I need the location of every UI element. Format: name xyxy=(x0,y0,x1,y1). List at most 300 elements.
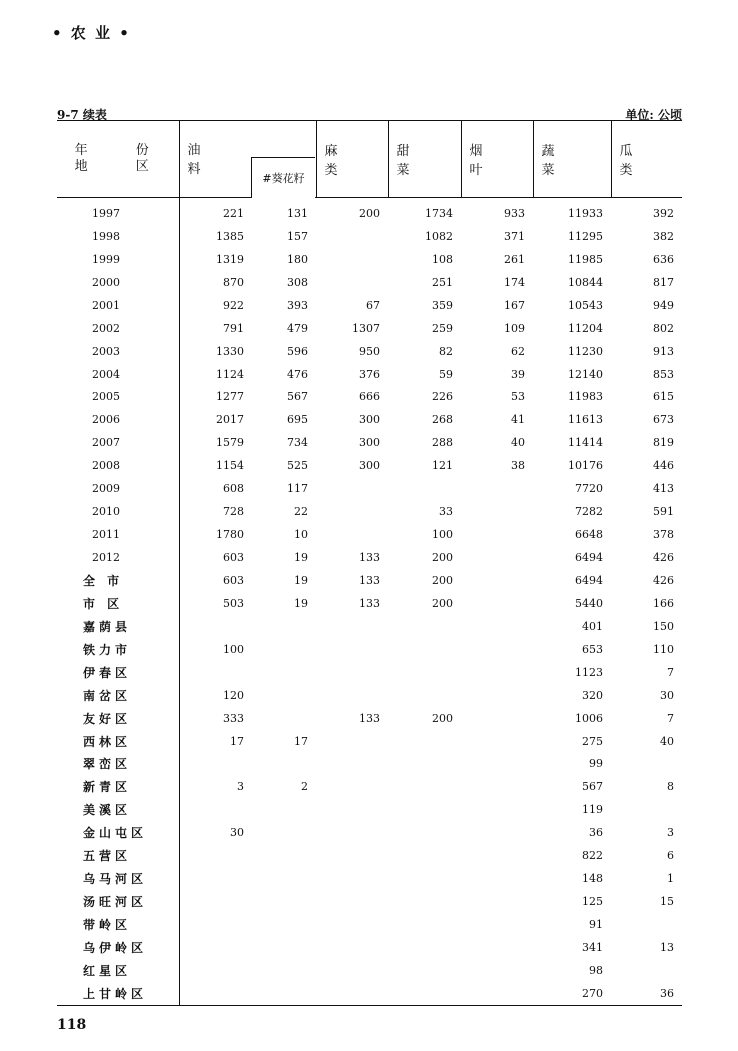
year-label: 2010 xyxy=(92,505,120,519)
table-cell xyxy=(388,936,461,959)
district-label: 美溪区 xyxy=(83,803,132,818)
table-cell xyxy=(461,867,533,890)
table-cell: 728 xyxy=(223,505,244,519)
table-row xyxy=(57,569,682,592)
district-label: 红星区 xyxy=(83,963,132,978)
year-label: 2006 xyxy=(92,413,120,427)
year-label: 2001 xyxy=(92,298,120,312)
table-cell: 226 xyxy=(432,390,453,404)
table-cell: 382 xyxy=(653,229,674,243)
table-row xyxy=(57,454,682,477)
table-row xyxy=(57,753,682,776)
year-label: 2008 xyxy=(92,459,120,473)
table-cell xyxy=(388,477,461,500)
table-cell: 62 xyxy=(511,344,525,358)
table-cell: 3 xyxy=(667,826,674,840)
table-cell xyxy=(252,684,316,707)
table-cell xyxy=(388,821,461,844)
table-cell xyxy=(179,753,252,776)
table-cell: 11933 xyxy=(568,206,603,220)
row-label xyxy=(57,913,179,936)
table-cell: 110 xyxy=(653,642,674,656)
table-cell xyxy=(461,844,533,867)
table-cell: 734 xyxy=(287,436,308,450)
row-label xyxy=(57,592,179,615)
row-label xyxy=(57,386,179,409)
table-cell: 100 xyxy=(223,642,244,656)
table-cell: 33 xyxy=(439,505,453,519)
row-label xyxy=(57,798,179,821)
table-row xyxy=(57,408,682,431)
table-cell: 1579 xyxy=(216,436,244,450)
table-cell: 393 xyxy=(287,298,308,312)
district-label: 汤旺河区 xyxy=(83,895,148,910)
table-cell xyxy=(611,798,682,821)
col-header-tobacco: 烟 叶 xyxy=(461,121,533,198)
table-cell xyxy=(461,890,533,913)
table-cell: 7720 xyxy=(575,482,603,496)
table-cell: 426 xyxy=(653,573,674,587)
year-label: 2007 xyxy=(92,436,120,450)
table-cell xyxy=(179,798,252,821)
row-label xyxy=(57,775,179,798)
table-cell: 17 xyxy=(230,734,244,748)
table-cell: 320 xyxy=(582,688,603,702)
row-label xyxy=(57,661,179,684)
table-cell: 1734 xyxy=(425,206,453,220)
table-cell xyxy=(388,615,461,638)
table-cell xyxy=(316,959,388,982)
table-cell xyxy=(252,707,316,730)
table-cell: 933 xyxy=(504,206,525,220)
district-label: 金山屯区 xyxy=(83,826,148,841)
table-cell xyxy=(252,821,316,844)
table-cell xyxy=(179,844,252,867)
table-cell xyxy=(252,867,316,890)
table-cell: 6 xyxy=(667,849,674,863)
table-cell: 476 xyxy=(287,367,308,381)
table-cell: 949 xyxy=(653,298,674,312)
stub-header-line1: 年 份 xyxy=(74,143,171,158)
table-cell xyxy=(316,753,388,776)
table-cell xyxy=(461,775,533,798)
col-header-sugarbeet: 甜 菜 xyxy=(388,121,461,198)
table-cell: 596 xyxy=(287,344,308,358)
row-label xyxy=(57,340,179,363)
table-cell: 11204 xyxy=(568,321,603,335)
table-cell: 413 xyxy=(653,482,674,496)
table-cell: 525 xyxy=(287,459,308,473)
year-label: 1999 xyxy=(92,252,120,266)
table-row xyxy=(57,936,682,959)
table-body xyxy=(57,198,682,1006)
table-cell: 2017 xyxy=(216,413,244,427)
district-label: 友好区 xyxy=(83,711,132,726)
table-cell: 503 xyxy=(223,596,244,610)
table-row xyxy=(57,615,682,638)
table-cell: 603 xyxy=(223,551,244,565)
table-cell xyxy=(388,890,461,913)
table-cell: 15 xyxy=(660,895,674,909)
district-label: 乌马河区 xyxy=(83,872,148,887)
row-label xyxy=(57,500,179,523)
table-cell: 822 xyxy=(582,849,603,863)
table-cell: 120 xyxy=(223,688,244,702)
table-row xyxy=(57,592,682,615)
row-label xyxy=(57,821,179,844)
row-label xyxy=(57,294,179,317)
table-cell: 567 xyxy=(287,390,308,404)
district-label: 铁力市 xyxy=(83,642,132,657)
table-cell xyxy=(179,982,252,1005)
table-cell xyxy=(316,248,388,271)
table-cell: 19 xyxy=(294,596,308,610)
table-cell: 11983 xyxy=(568,390,603,404)
district-label: 南岔区 xyxy=(83,688,132,703)
table-cell xyxy=(316,867,388,890)
table-cell: 950 xyxy=(359,344,380,358)
table-row xyxy=(57,638,682,661)
table-cell: 99 xyxy=(589,757,603,771)
table-cell xyxy=(316,890,388,913)
row-label xyxy=(57,707,179,730)
table-cell: 59 xyxy=(439,367,453,381)
table-cell xyxy=(461,982,533,1005)
row-label xyxy=(57,198,179,225)
table-cell: 817 xyxy=(653,275,674,289)
table-row xyxy=(57,500,682,523)
table-cell xyxy=(461,798,533,821)
row-label xyxy=(57,684,179,707)
table-cell: 378 xyxy=(653,528,674,542)
table-cell xyxy=(388,638,461,661)
table-cell xyxy=(252,982,316,1005)
district-label: 新青区 xyxy=(83,780,132,795)
table-cell xyxy=(179,959,252,982)
table-cell: 870 xyxy=(223,275,244,289)
table-cell xyxy=(252,913,316,936)
table-row xyxy=(57,477,682,500)
row-label xyxy=(57,248,179,271)
table-cell: 12140 xyxy=(568,367,603,381)
table-cell: 268 xyxy=(432,413,453,427)
table-cell: 7282 xyxy=(575,505,603,519)
table-cell xyxy=(461,936,533,959)
row-label xyxy=(57,271,179,294)
table-cell: 13 xyxy=(660,940,674,954)
table-cell xyxy=(316,936,388,959)
table-cell xyxy=(388,684,461,707)
table-cell: 300 xyxy=(359,459,380,473)
row-label xyxy=(57,615,179,638)
unit-label: 单位: 公顷 xyxy=(625,108,682,122)
row-label xyxy=(57,225,179,248)
table-cell: 133 xyxy=(359,551,380,565)
table-cell: 446 xyxy=(653,459,674,473)
table-cell: 2 xyxy=(301,780,308,794)
table-row xyxy=(57,523,682,546)
row-label xyxy=(57,569,179,592)
table-cell: 67 xyxy=(366,298,380,312)
table-row xyxy=(57,982,682,1005)
table-cell: 11230 xyxy=(568,344,603,358)
table-cell: 922 xyxy=(223,298,244,312)
table-cell xyxy=(461,684,533,707)
table-cell: 17 xyxy=(294,734,308,748)
district-label: 市 区 xyxy=(83,596,124,611)
table-cell: 200 xyxy=(359,206,380,220)
table-cell: 913 xyxy=(653,344,674,358)
table-cell xyxy=(461,569,533,592)
table-cell xyxy=(461,707,533,730)
table-cell xyxy=(461,615,533,638)
table-cell xyxy=(179,867,252,890)
table-row xyxy=(57,959,682,982)
table-cell xyxy=(316,615,388,638)
table-cell xyxy=(461,730,533,753)
row-label xyxy=(57,454,179,477)
table-cell xyxy=(316,982,388,1005)
table-cell: 819 xyxy=(653,436,674,450)
table-cell: 22 xyxy=(294,505,308,519)
row-label xyxy=(57,867,179,890)
table-cell: 288 xyxy=(432,436,453,450)
table-cell xyxy=(252,753,316,776)
table-row xyxy=(57,821,682,844)
table-cell xyxy=(316,638,388,661)
table-cell: 36 xyxy=(589,826,603,840)
table-cell: 802 xyxy=(653,321,674,335)
table-cell: 1123 xyxy=(575,665,603,679)
table-cell: 133 xyxy=(359,711,380,725)
district-label: 上甘岭区 xyxy=(83,986,148,1001)
table-cell: 11414 xyxy=(568,436,603,450)
table-cell xyxy=(316,271,388,294)
table-cell: 653 xyxy=(582,642,603,656)
table-cell xyxy=(179,913,252,936)
table-cell: 174 xyxy=(504,275,525,289)
table-cell: 608 xyxy=(223,482,244,496)
table-cell: 603 xyxy=(223,573,244,587)
table-cell xyxy=(611,959,682,982)
table-cell xyxy=(611,753,682,776)
district-label: 伊春区 xyxy=(83,665,132,680)
table-cell: 1082 xyxy=(425,229,453,243)
district-label: 带岭区 xyxy=(83,918,132,933)
table-cell: 19 xyxy=(294,573,308,587)
table-cell xyxy=(252,844,316,867)
table-cell xyxy=(316,730,388,753)
table-cell: 567 xyxy=(582,780,603,794)
table-cell xyxy=(611,913,682,936)
table-cell: 695 xyxy=(287,413,308,427)
year-label: 1998 xyxy=(92,229,120,243)
table-cell: 221 xyxy=(223,206,244,220)
table-cell: 10176 xyxy=(568,459,603,473)
table-cell xyxy=(316,913,388,936)
row-label xyxy=(57,982,179,1005)
table-cell: 1124 xyxy=(216,367,244,381)
table-cell xyxy=(252,798,316,821)
table-cell: 40 xyxy=(511,436,525,450)
row-label xyxy=(57,431,179,454)
table-cell: 157 xyxy=(287,229,308,243)
year-label: 2000 xyxy=(92,275,120,289)
table-cell: 8 xyxy=(667,780,674,794)
table-cell xyxy=(388,730,461,753)
year-label: 2012 xyxy=(92,551,120,565)
table-cell xyxy=(316,798,388,821)
table-cell: 666 xyxy=(359,390,380,404)
row-label xyxy=(57,546,179,569)
table-cell xyxy=(388,798,461,821)
table-cell: 308 xyxy=(287,275,308,289)
table-cell: 1277 xyxy=(216,390,244,404)
table-cell: 7 xyxy=(667,665,674,679)
table-cell xyxy=(252,661,316,684)
table-cell: 166 xyxy=(653,596,674,610)
district-label: 乌伊岭区 xyxy=(83,940,148,955)
col-header-hemp: 麻 类 xyxy=(316,121,388,198)
table-cell: 30 xyxy=(660,688,674,702)
table-cell: 117 xyxy=(287,482,308,496)
table-cell: 119 xyxy=(582,803,603,817)
table-cell: 479 xyxy=(287,321,308,335)
stub-header xyxy=(57,121,179,198)
table-cell xyxy=(316,477,388,500)
table-cell xyxy=(461,753,533,776)
table-cell: 636 xyxy=(653,252,674,266)
table-cell xyxy=(252,615,316,638)
table-cell xyxy=(388,775,461,798)
table-cell: 36 xyxy=(611,982,682,1005)
table-cell xyxy=(179,936,252,959)
table-cell: 371 xyxy=(504,229,525,243)
col-header-sunflower xyxy=(252,121,316,198)
page-number: 118 xyxy=(57,1017,87,1033)
table-cell xyxy=(316,775,388,798)
table-cell xyxy=(252,890,316,913)
table-cell: 125 xyxy=(582,895,603,909)
table-cell xyxy=(316,500,388,523)
table-cell: 673 xyxy=(653,413,674,427)
row-label xyxy=(57,844,179,867)
table-cell: 275 xyxy=(582,734,603,748)
sunflower-subheader: #葵花籽 xyxy=(251,157,315,198)
table-row xyxy=(57,294,682,317)
year-label: 2009 xyxy=(92,482,120,496)
table-cell: 38 xyxy=(511,459,525,473)
table-cell xyxy=(252,936,316,959)
table-cell: 1154 xyxy=(216,459,244,473)
table-cell: 10543 xyxy=(568,298,603,312)
table-row xyxy=(57,730,682,753)
table-cell: 1307 xyxy=(352,321,380,335)
table-cell xyxy=(388,867,461,890)
table-cell: 200 xyxy=(432,573,453,587)
district-label: 嘉荫县 xyxy=(83,619,132,634)
table-row xyxy=(57,661,682,684)
table-cell: 1006 xyxy=(575,711,603,725)
district-label: 翠峦区 xyxy=(83,757,132,772)
year-label: 2002 xyxy=(92,321,120,335)
table-cell: 6494 xyxy=(575,573,603,587)
table-cell: 91 xyxy=(589,918,603,932)
row-label xyxy=(57,477,179,500)
table-cell xyxy=(461,638,533,661)
table-cell: 133 xyxy=(359,596,380,610)
table-cell: 341 xyxy=(582,940,603,954)
table-cell: 200 xyxy=(432,596,453,610)
table-cell: 1330 xyxy=(216,344,244,358)
data-table xyxy=(57,120,682,1006)
table-row xyxy=(57,317,682,340)
table-cell: 259 xyxy=(432,321,453,335)
table-cell: 41 xyxy=(511,413,525,427)
table-cell: 148 xyxy=(582,872,603,886)
table-cell: 82 xyxy=(439,344,453,358)
table-cell: 108 xyxy=(432,252,453,266)
table-cell: 1780 xyxy=(216,528,244,542)
table-cell: 53 xyxy=(511,390,525,404)
table-row xyxy=(57,867,682,890)
table-cell: 200 xyxy=(432,711,453,725)
table-cell: 270 xyxy=(533,982,611,1005)
table-cell xyxy=(388,661,461,684)
table-cell: 6648 xyxy=(575,528,603,542)
table-cell: 426 xyxy=(653,551,674,565)
row-label xyxy=(57,408,179,431)
table-cell: 11985 xyxy=(568,252,603,266)
table-cell xyxy=(388,844,461,867)
table-cell: 109 xyxy=(504,321,525,335)
table-cell xyxy=(461,592,533,615)
table-cell xyxy=(388,913,461,936)
table-cell: 261 xyxy=(504,252,525,266)
table-cell: 6494 xyxy=(575,551,603,565)
table-row xyxy=(57,386,682,409)
table-cell xyxy=(316,523,388,546)
table-cell xyxy=(461,821,533,844)
table-cell: 5440 xyxy=(575,596,603,610)
table-cell: 359 xyxy=(432,298,453,312)
table-row xyxy=(57,271,682,294)
table-header-row xyxy=(57,121,682,198)
table-cell xyxy=(388,982,461,1005)
table-cell xyxy=(316,821,388,844)
district-label: 五营区 xyxy=(83,849,132,864)
table-row xyxy=(57,546,682,569)
row-label xyxy=(57,959,179,982)
table-cell xyxy=(179,890,252,913)
table-row xyxy=(57,431,682,454)
table-cell: 300 xyxy=(359,413,380,427)
table-cell xyxy=(252,959,316,982)
district-label: 西林区 xyxy=(83,734,132,749)
table-cell xyxy=(316,225,388,248)
table-cell: 401 xyxy=(582,619,603,633)
table-cell xyxy=(179,661,252,684)
table-cell xyxy=(461,477,533,500)
table-cell: 591 xyxy=(653,505,674,519)
table-row xyxy=(57,248,682,271)
row-label xyxy=(57,363,179,386)
table-cell: 251 xyxy=(432,275,453,289)
table-row xyxy=(57,707,682,730)
section-header: • 农 业 • xyxy=(52,24,131,42)
table-cell: 133 xyxy=(359,573,380,587)
table-row xyxy=(57,890,682,913)
